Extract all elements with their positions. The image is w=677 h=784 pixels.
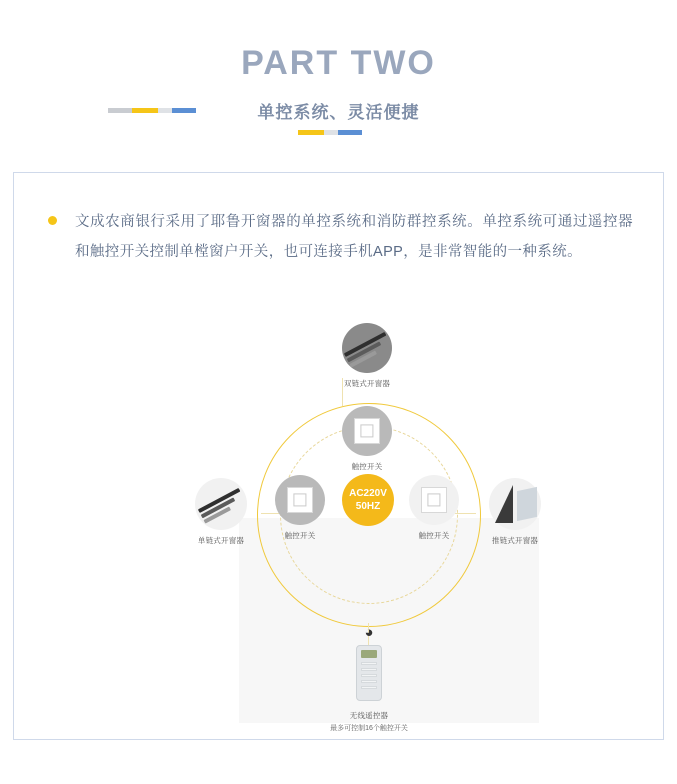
system-diagram [14,323,663,738]
push-chain-opener-icon [489,478,541,530]
node-label: 触控开关 [418,531,450,540]
wifi-icon: ◕ [364,624,374,641]
node-dual-chain-opener [317,323,417,389]
paragraph-row [48,207,633,267]
page-subtitle: 单控系统、灵活便捷 [257,103,420,122]
node-label: 推链式开窗器 [491,536,539,545]
node-touch-switch-top [317,406,417,472]
content-card [13,172,664,740]
decor-bar-yellow [298,130,324,135]
switch-panel-glyph [354,418,380,444]
switch-panel-glyph [287,487,313,513]
remote-key [361,680,377,683]
decor-bar-light [324,130,338,135]
remote-control-icon [356,645,382,701]
node-label: 双链式开窗器 [343,379,391,388]
node-power-source [318,474,418,526]
power-source-icon [342,474,394,526]
node-label: 单链式开窗器 [197,536,245,545]
decor-bar-group-bottom [298,130,362,135]
remote-key [361,668,377,671]
touch-switch-icon [342,406,392,456]
remote-key [361,662,377,665]
remote-screen [361,650,377,658]
page-title: PART TWO [241,44,436,82]
hinged-window-glyph [493,485,537,523]
decor-bar-blue [338,130,362,135]
page-header [0,0,677,160]
opener-glyph [198,488,244,520]
remote-sublabel: 最多可控制16个触控开关 [330,725,408,732]
dual-chain-opener-icon [342,323,392,373]
remote-key [361,674,377,677]
bullet-icon [48,216,57,225]
node-label: 触控开关 [351,462,383,471]
node-push-chain-opener [463,478,567,546]
remote-icon-wrap [319,624,419,705]
opener-glyph [344,332,390,364]
remote-key [361,686,377,689]
body-paragraph: 文成农商银行采用了耶鲁开窗器的单控系统和消防群控系统。单控系统可通过遥控器和触控开关控制单樘窗户开关，也可连接手机APP，是非常智能的一种系统。 [75,214,633,260]
single-chain-opener-icon [195,478,247,530]
node-wireless-remote [319,624,419,733]
remote-label: 无线遥控器 [349,711,389,720]
node-label: 触控开关 [284,531,316,540]
power-line2: 50HZ [355,501,381,512]
power-line1: AC220V [349,488,387,499]
switch-panel-glyph [421,487,447,513]
node-single-chain-opener [169,478,273,546]
